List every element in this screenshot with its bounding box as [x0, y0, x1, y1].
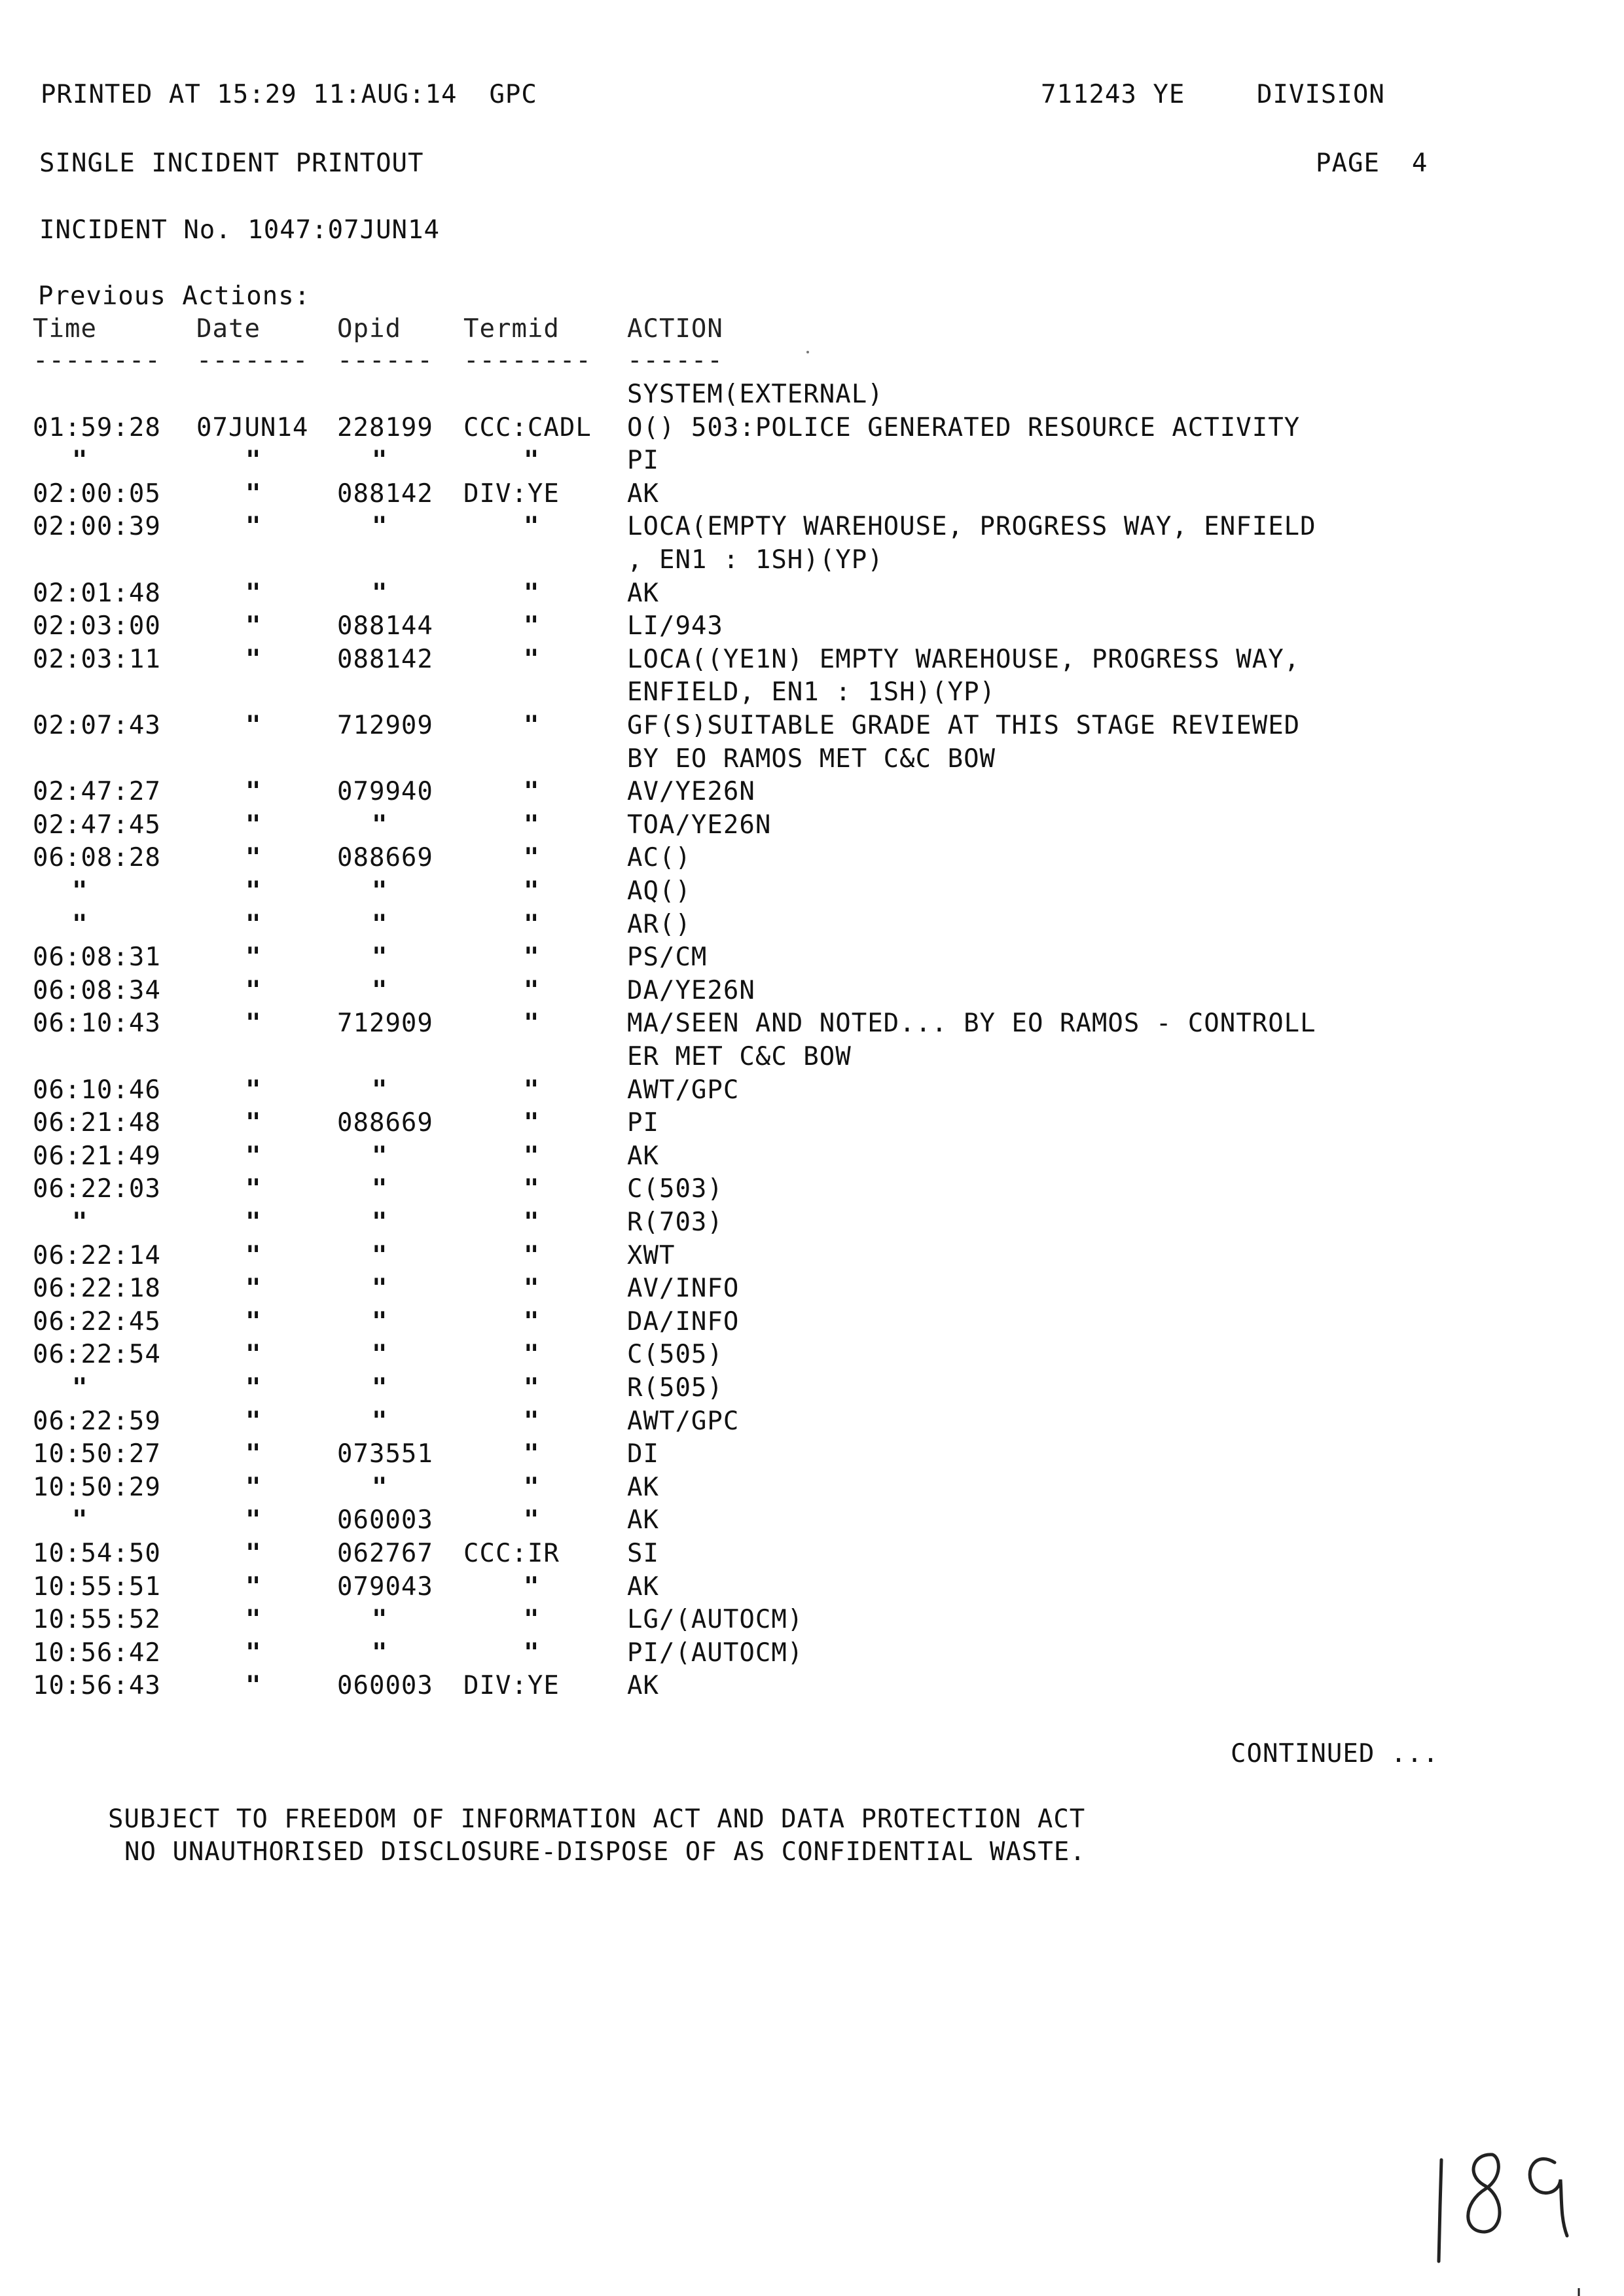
cell-action: PI	[627, 446, 659, 476]
cell-time: 02:47:45	[33, 810, 161, 840]
table-row	[0, 1438, 1506, 1471]
cell-date: "	[245, 711, 262, 740]
cell-time: 06:22:03	[33, 1174, 161, 1204]
cell-action: AK	[627, 478, 659, 509]
cell-date: "	[245, 810, 262, 840]
cell-termid: "	[524, 810, 540, 840]
cell-opid: 060003	[337, 1505, 433, 1535]
cell-termid: "	[524, 843, 540, 873]
cell-time: 10:55:51	[33, 1571, 161, 1602]
table-row	[0, 1372, 1506, 1405]
cell-time: "	[72, 876, 88, 906]
cell-termid: "	[524, 1340, 540, 1370]
cell-action: AK	[627, 1472, 659, 1502]
cell-action: PS/CM	[627, 942, 708, 973]
table-row	[0, 1272, 1506, 1305]
cell-time: "	[72, 1505, 88, 1535]
table-row	[0, 1670, 1506, 1702]
cell-date: "	[245, 1141, 262, 1171]
cell-termid: "	[524, 1075, 540, 1105]
column-header-action: ACTION	[627, 314, 723, 344]
cell-action: AK	[627, 1505, 659, 1535]
cell-termid: "	[524, 578, 540, 608]
previous-actions-label: Previous Actions:	[38, 281, 311, 311]
underline-date: -------	[196, 346, 309, 375]
cell-time: "	[72, 446, 88, 476]
cell-date: "	[245, 876, 262, 906]
cell-action: ER MET C&C BOW	[627, 1042, 852, 1071]
table-row	[0, 1041, 1506, 1073]
table-row	[0, 1405, 1506, 1438]
underline-time: --------	[33, 346, 161, 375]
table-row	[0, 1240, 1506, 1272]
cell-termid: "	[524, 1439, 540, 1469]
continued-label: CONTINUED ...	[1231, 1739, 1439, 1768]
table-row	[0, 975, 1506, 1007]
cell-date: "	[245, 1108, 262, 1138]
cell-date: "	[245, 1671, 262, 1701]
cell-opid: "	[372, 1208, 388, 1237]
cell-time: 10:50:27	[33, 1439, 161, 1469]
cell-opid: 088142	[337, 478, 433, 509]
cell-action: C(503)	[627, 1174, 723, 1204]
cell-termid: "	[524, 1108, 540, 1138]
handwritten-page-number	[1420, 2134, 1597, 2296]
document-title: SINGLE INCIDENT PRINTOUT	[39, 149, 424, 178]
table-row	[0, 1637, 1506, 1670]
cell-action: R(505)	[627, 1373, 723, 1403]
cell-action: DA/YE26N	[627, 975, 755, 1005]
cell-opid: 228199	[337, 412, 433, 442]
cell-action: GF(S)SUITABLE GRADE AT THIS STAGE REVIEWED	[627, 711, 1301, 740]
table-row	[0, 444, 1506, 477]
cell-opid: 088144	[337, 611, 433, 641]
cell-date: "	[245, 478, 262, 509]
cell-action: AK	[627, 1571, 659, 1602]
cell-date: "	[245, 1571, 262, 1602]
table-row	[0, 743, 1506, 776]
cell-action: AR()	[627, 909, 691, 939]
cell-date: "	[245, 446, 262, 476]
cell-time: 02:00:39	[33, 512, 161, 542]
cell-action: AK	[627, 1671, 659, 1701]
cell-opid: 088669	[337, 843, 433, 873]
table-header-row	[0, 313, 1506, 346]
cell-opid: "	[372, 942, 388, 973]
table-row	[0, 676, 1506, 709]
cell-time: 10:54:50	[33, 1539, 161, 1568]
reference-number: 711243 YE	[1041, 80, 1185, 109]
cell-time: 06:21:49	[33, 1141, 161, 1171]
cell-termid: "	[524, 1208, 540, 1237]
cell-termid: "	[524, 644, 540, 674]
cell-opid: "	[372, 876, 388, 906]
cell-time: 02:00:05	[33, 478, 161, 509]
cell-date: "	[245, 1638, 262, 1668]
cell-action: DI	[627, 1439, 659, 1469]
cell-action: AC()	[627, 843, 691, 873]
cell-action: AK	[627, 1141, 659, 1171]
cell-date: "	[245, 611, 262, 641]
cell-date: "	[245, 1075, 262, 1105]
table-row	[0, 908, 1506, 941]
table-row	[0, 842, 1506, 874]
cell-termid: "	[524, 1174, 540, 1204]
cell-opid: "	[372, 1174, 388, 1204]
cell-date: "	[245, 1505, 262, 1535]
cell-termid: "	[524, 1406, 540, 1436]
cell-date: "	[245, 1306, 262, 1336]
cell-date: "	[245, 512, 262, 542]
cell-termid: "	[524, 512, 540, 542]
cell-termid: "	[524, 975, 540, 1005]
incident-number: INCIDENT No. 1047:07JUN14	[39, 215, 440, 245]
table-row	[0, 1007, 1506, 1040]
cell-action: AQ()	[627, 876, 691, 906]
table-row	[0, 577, 1506, 610]
cell-action: AWT/GPC	[627, 1406, 740, 1436]
cell-date: "	[245, 1439, 262, 1469]
table-row	[0, 709, 1506, 742]
cell-date: "	[245, 975, 262, 1005]
cell-opid: "	[372, 1340, 388, 1370]
cell-time: 02:01:48	[33, 578, 161, 608]
table-row	[0, 378, 1506, 411]
cell-time: 10:50:29	[33, 1472, 161, 1502]
table-row	[0, 776, 1506, 808]
cell-termid: DIV:YE	[463, 478, 560, 509]
cell-opid: 062767	[337, 1539, 433, 1568]
cell-action: C(505)	[627, 1340, 723, 1370]
table-row	[0, 1206, 1506, 1239]
column-header-opid: Opid	[337, 314, 401, 344]
table-row	[0, 1173, 1506, 1206]
cell-action: AV/YE26N	[627, 777, 755, 807]
printed-at-line: PRINTED AT 15:29 11:AUG:14 GPC	[41, 80, 537, 109]
column-header-termid: Termid	[463, 314, 560, 344]
cell-opid: "	[372, 1075, 388, 1105]
cell-time: 02:47:27	[33, 777, 161, 807]
cell-date: "	[245, 909, 262, 939]
cell-termid: "	[524, 1373, 540, 1403]
cell-opid: 088669	[337, 1108, 433, 1138]
table-row	[0, 412, 1506, 444]
cell-action: MA/SEEN AND NOTED... BY EO RAMOS - CONTROLL	[627, 1009, 1316, 1039]
cell-opid: "	[372, 446, 388, 476]
table-row	[0, 610, 1506, 643]
cell-opid: "	[372, 909, 388, 939]
table-row	[0, 1471, 1506, 1504]
cell-date: "	[245, 1274, 262, 1304]
cell-time: "	[72, 1208, 88, 1237]
cell-termid: "	[524, 446, 540, 476]
cell-opid: 073551	[337, 1439, 433, 1469]
cell-termid: "	[524, 777, 540, 807]
cell-action: AV/INFO	[627, 1274, 740, 1304]
cell-opid: 712909	[337, 1009, 433, 1039]
cell-action: O() 503:POLICE GENERATED RESOURCE ACTIVITY	[627, 412, 1301, 442]
cell-opid: "	[372, 512, 388, 542]
cell-opid: 088142	[337, 644, 433, 674]
cell-date: "	[245, 644, 262, 674]
table-row	[0, 1140, 1506, 1173]
cell-date: "	[245, 1539, 262, 1568]
cell-date: "	[245, 843, 262, 873]
cell-time: "	[72, 909, 88, 939]
cell-opid: "	[372, 1274, 388, 1304]
footer-notice-line-2: NO UNAUTHORISED DISCLOSURE-DISPOSE OF AS CONFIDENTIAL WASTE.	[124, 1837, 1086, 1867]
cell-date: "	[245, 1340, 262, 1370]
cell-date: "	[245, 1373, 262, 1403]
cell-action: TOA/YE26N	[627, 810, 772, 840]
division-label: DIVISION	[1257, 80, 1385, 109]
cell-opid: "	[372, 1141, 388, 1171]
column-header-date: Date	[196, 314, 261, 344]
cell-time: 02:03:00	[33, 611, 161, 641]
cell-opid: "	[372, 1240, 388, 1270]
cell-date: "	[245, 1472, 262, 1502]
cell-date: "	[245, 1240, 262, 1270]
cell-opid: 060003	[337, 1671, 433, 1701]
cell-date: "	[245, 1174, 262, 1204]
cell-termid: "	[524, 1240, 540, 1270]
underline-opid: ------	[337, 346, 433, 375]
cell-termid: "	[524, 942, 540, 973]
cell-date: "	[245, 942, 262, 973]
table-row	[0, 809, 1506, 842]
cell-opid: "	[372, 1472, 388, 1502]
cell-action: XWT	[627, 1240, 676, 1270]
table-row	[0, 1537, 1506, 1570]
cell-date: 07JUN14	[196, 412, 309, 442]
cell-action: LOCA((YE1N) EMPTY WAREHOUSE, PROGRESS WAY,	[627, 644, 1301, 674]
cell-termid: "	[524, 1141, 540, 1171]
cell-action: AK	[627, 578, 659, 608]
cell-date: "	[245, 1605, 262, 1635]
cell-action: LG/(AUTOCM)	[627, 1605, 804, 1635]
cell-opid: "	[372, 1638, 388, 1668]
table-header-underline-row	[0, 344, 1506, 377]
cell-opid: "	[372, 1406, 388, 1436]
cell-time: 06:08:31	[33, 942, 161, 973]
table-row	[0, 1504, 1506, 1537]
cell-action: LOCA(EMPTY WAREHOUSE, PROGRESS WAY, ENFIELD	[627, 512, 1316, 542]
cell-opid: "	[372, 1306, 388, 1336]
cell-time: 06:22:59	[33, 1406, 161, 1436]
cell-time: 06:22:45	[33, 1306, 161, 1336]
cell-action: ENFIELD, EN1 : 1SH)(YP)	[627, 677, 996, 708]
cell-opid: "	[372, 1373, 388, 1403]
cell-date: "	[245, 1208, 262, 1237]
cell-action: SI	[627, 1539, 659, 1568]
cell-termid: CCC:CADL	[463, 412, 592, 442]
cell-action: SYSTEM(EXTERNAL)	[627, 380, 884, 409]
cell-action: PI/(AUTOCM)	[627, 1638, 804, 1668]
cell-time: 02:07:43	[33, 711, 161, 740]
cell-date: "	[245, 1406, 262, 1436]
cell-date: "	[245, 1009, 262, 1039]
cell-date: "	[245, 578, 262, 608]
table-row	[0, 941, 1506, 974]
cell-opid: 079940	[337, 777, 433, 807]
cell-termid: "	[524, 876, 540, 906]
cell-action: LI/943	[627, 611, 723, 641]
cell-action: DA/INFO	[627, 1306, 740, 1336]
cell-date: "	[245, 777, 262, 807]
cell-termid: "	[524, 1009, 540, 1039]
cell-termid: "	[524, 1306, 540, 1336]
cell-time: 10:55:52	[33, 1605, 161, 1635]
cell-action: AWT/GPC	[627, 1075, 740, 1105]
table-row	[0, 1571, 1506, 1604]
footer-notice-line-1: SUBJECT TO FREEDOM OF INFORMATION ACT AND DATA PROTECTION ACT	[108, 1804, 1086, 1834]
cell-termid: "	[524, 711, 540, 740]
underline-termid: --------	[463, 346, 592, 375]
cell-time: 02:03:11	[33, 644, 161, 674]
cell-termid: "	[524, 1605, 540, 1635]
cell-termid: "	[524, 1472, 540, 1502]
table-row	[0, 1604, 1506, 1636]
table-row	[0, 511, 1506, 543]
cell-opid: "	[372, 810, 388, 840]
cell-opid: "	[372, 1605, 388, 1635]
cell-termid: "	[524, 611, 540, 641]
cell-time: 01:59:28	[33, 412, 161, 442]
table-row	[0, 643, 1506, 676]
table-row	[0, 1074, 1506, 1107]
column-header-time: Time	[33, 314, 97, 344]
cell-time: 10:56:43	[33, 1671, 161, 1701]
cell-termid: "	[524, 1505, 540, 1535]
cell-opid: 712909	[337, 711, 433, 740]
cell-time: 06:10:46	[33, 1075, 161, 1105]
cell-opid: "	[372, 578, 388, 608]
cell-termid: "	[524, 909, 540, 939]
cell-action: BY EO RAMOS MET C&C BOW	[627, 744, 996, 774]
cell-action: R(703)	[627, 1208, 723, 1237]
table-row	[0, 1306, 1506, 1338]
cell-time: 06:22:14	[33, 1240, 161, 1270]
table-row	[0, 1338, 1506, 1371]
underline-action: ------	[627, 346, 723, 375]
table-row	[0, 478, 1506, 511]
table-row	[0, 544, 1506, 577]
cell-termid: "	[524, 1571, 540, 1602]
cell-opid: "	[372, 975, 388, 1005]
cell-time: 06:21:48	[33, 1108, 161, 1138]
cell-time: "	[72, 1373, 88, 1403]
cell-termid: DIV:YE	[463, 1671, 560, 1701]
cell-time: 06:22:18	[33, 1274, 161, 1304]
cell-time: 06:08:34	[33, 975, 161, 1005]
page-number: PAGE 4	[1316, 149, 1428, 178]
cell-termid: "	[524, 1274, 540, 1304]
cell-time: 06:22:54	[33, 1340, 161, 1370]
cell-time: 10:56:42	[33, 1638, 161, 1668]
cell-action: PI	[627, 1108, 659, 1138]
cell-time: 06:10:43	[33, 1009, 161, 1039]
cell-opid: 079043	[337, 1571, 433, 1602]
cell-termid: "	[524, 1638, 540, 1668]
cell-time: 06:08:28	[33, 843, 161, 873]
table-row	[0, 1107, 1506, 1139]
cell-action: , EN1 : 1SH)(YP)	[627, 545, 884, 575]
cell-termid: CCC:IR	[463, 1539, 560, 1568]
table-row	[0, 875, 1506, 908]
